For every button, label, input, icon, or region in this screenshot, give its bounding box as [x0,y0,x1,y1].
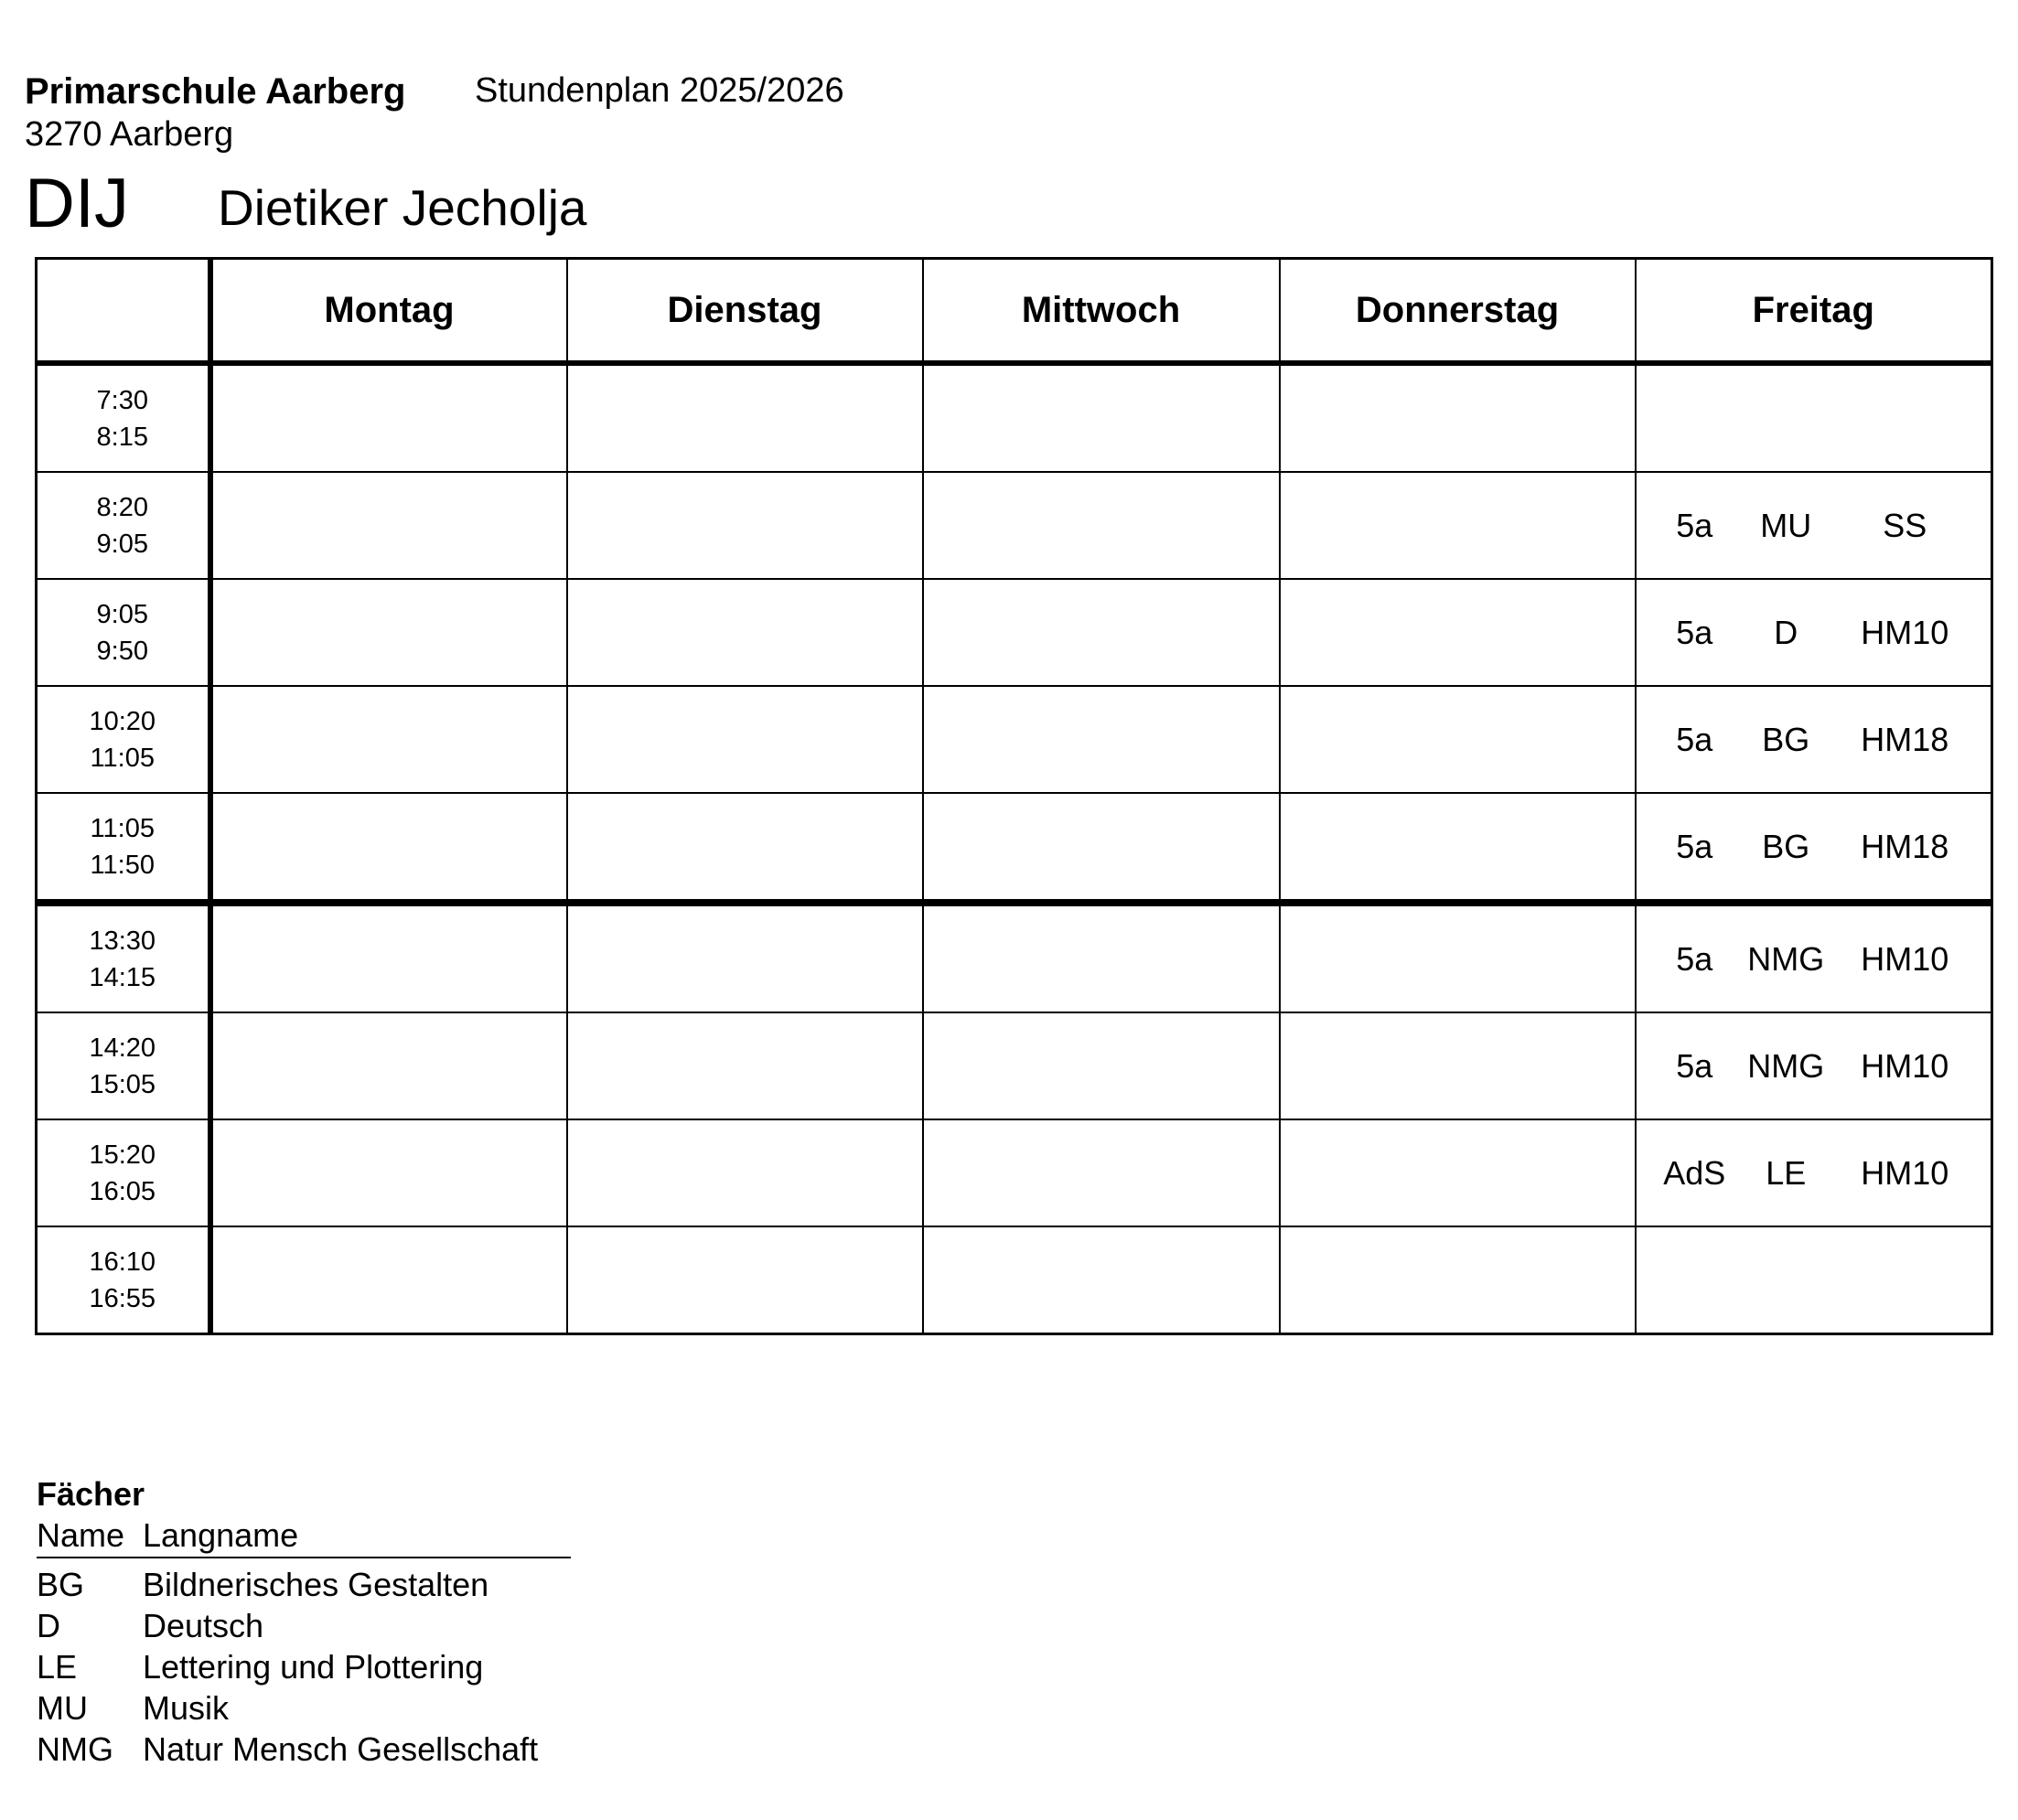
timetable [35,257,1993,1335]
lesson-cell [923,793,1280,903]
lesson-cell [1636,579,1992,686]
period-row [37,1012,1992,1119]
day-header: Mittwoch [923,259,1280,364]
period-row [37,363,1992,472]
lesson-cell [210,686,567,793]
day-header: Donnerstag [1280,259,1636,364]
period-start-time: 9:05 [96,599,148,629]
period-time [37,793,210,903]
lesson-class: 5a [1676,506,1713,544]
lesson-entry [1637,1047,1991,1086]
plan-title: Stundenplan 2025/2026 [475,71,844,110]
lesson-cell [923,363,1280,472]
lesson-subject: D [1774,613,1798,651]
lesson-cell [210,903,567,1012]
lesson-room: HM10 [1861,939,1949,978]
teacher-code: DIJ [25,165,129,242]
period-end-time: 16:55 [89,1283,156,1313]
period-row [37,1226,1992,1334]
lesson-cell [1636,1012,1992,1119]
lesson-class: 5a [1676,827,1713,865]
subject-legend [37,1515,571,1770]
lesson-subject: BG [1762,720,1810,758]
lesson-class: 5a [1676,939,1713,978]
lesson-subject: MU [1760,506,1812,544]
school-address: 3270 Aarberg [25,115,234,154]
lesson-cell [210,472,567,579]
period-end-time: 15:05 [89,1069,156,1099]
period-row [37,1119,1992,1226]
period-end-time: 14:15 [89,962,156,992]
lesson-class: 5a [1676,720,1713,758]
lesson-cell [1280,1012,1636,1119]
lesson-room: HM18 [1861,720,1949,758]
period-time [37,1012,210,1119]
lesson-cell [210,579,567,686]
lesson-cell [923,579,1280,686]
lesson-class: 5a [1676,613,1713,651]
subject-longname: Natur Mensch Gesellschaft [143,1729,539,1768]
lesson-room: SS [1883,506,1927,544]
lesson-cell [210,793,567,903]
lesson-room: HM10 [1861,1153,1949,1192]
legend-title: Fächer [37,1475,145,1513]
period-end-time: 11:05 [90,743,155,773]
lesson-cell [210,1119,567,1226]
period-row [37,686,1992,793]
period-start-time: 11:05 [90,813,155,843]
lesson-cell [1636,363,1992,472]
lesson-entry [1637,828,1991,866]
period-end-time: 8:15 [96,422,148,452]
period-row [37,903,1992,1012]
subject-longname: Deutsch [143,1606,264,1644]
period-start-time: 8:20 [96,492,148,522]
legend-row [37,1687,571,1729]
lesson-cell [923,1012,1280,1119]
school-name: Primarschule Aarberg [25,71,406,112]
period-start-time: 7:30 [96,385,148,415]
day-header: Freitag [1636,259,1992,364]
period-time [37,1119,210,1226]
period-start-time: 10:20 [89,706,156,736]
lesson-cell [567,1226,923,1334]
period-time [37,579,210,686]
period-time [37,903,210,1012]
lesson-subject: LE [1766,1153,1807,1192]
lesson-cell [210,1226,567,1334]
period-end-time: 9:50 [96,636,148,666]
lesson-cell [567,363,923,472]
period-start-time: 16:10 [89,1247,156,1277]
legend-row [37,1564,571,1605]
period-end-time: 9:05 [96,529,148,559]
lesson-cell [1280,1119,1636,1226]
lesson-cell [567,1012,923,1119]
period-time [37,472,210,579]
day-header: Montag [210,259,567,364]
subject-code: NMG [37,1729,113,1768]
lesson-cell [1636,1119,1992,1226]
period-time [37,686,210,793]
legend-rows [37,1564,571,1770]
subject-code: BG [37,1565,85,1603]
lesson-cell [923,1226,1280,1334]
lesson-room: HM18 [1861,827,1949,865]
lesson-cell [1280,472,1636,579]
lesson-cell [1636,472,1992,579]
legend-header [37,1515,571,1558]
lesson-cell [1280,793,1636,903]
lesson-cell [1636,903,1992,1012]
subject-code: D [37,1606,60,1644]
lesson-cell [567,686,923,793]
lesson-cell [1280,579,1636,686]
period-time [37,363,210,472]
lesson-cell [1280,363,1636,472]
period-end-time: 11:50 [90,850,155,880]
lesson-class: 5a [1676,1046,1713,1085]
lesson-cell [1636,1226,1992,1334]
subject-longname: Musik [143,1688,230,1727]
period-row [37,472,1992,579]
lesson-cell [210,363,567,472]
lesson-subject: BG [1762,827,1810,865]
legend-row [37,1605,571,1646]
lesson-cell [567,903,923,1012]
lesson-cell [210,1012,567,1119]
lesson-cell [567,579,923,686]
period-start-time: 14:20 [89,1033,156,1063]
lesson-room: HM10 [1861,1046,1949,1085]
timetable-body [37,363,1992,1334]
lesson-room: HM10 [1861,613,1949,651]
period-start-time: 15:20 [89,1140,156,1170]
lesson-class: AdS [1663,1153,1726,1192]
lesson-entry [1637,614,1991,652]
lesson-cell [923,472,1280,579]
subject-code: MU [37,1688,88,1727]
lesson-cell [923,686,1280,793]
subject-longname: Bildnerisches Gestalten [143,1565,489,1603]
lesson-entry [1637,1154,1991,1193]
period-end-time: 16:05 [89,1176,156,1206]
lesson-cell [567,472,923,579]
period-row [37,579,1992,686]
period-row [37,793,1992,903]
subject-longname: Lettering und Plottering [143,1647,484,1686]
period-time [37,1226,210,1334]
lesson-cell [1280,686,1636,793]
lesson-cell [1636,686,1992,793]
legend-col-name: Name [37,1516,125,1554]
legend-row [37,1646,571,1687]
lesson-cell [923,1119,1280,1226]
lesson-cell [567,1119,923,1226]
subject-code: LE [37,1647,78,1686]
legend-row [37,1729,571,1770]
lesson-subject: NMG [1747,939,1825,978]
legend-col-longname: Langname [143,1516,299,1554]
lesson-subject: NMG [1747,1046,1825,1085]
lesson-cell [1636,793,1992,903]
lesson-entry [1637,721,1991,759]
timetable-header-row [37,259,1992,364]
lesson-cell [567,793,923,903]
period-start-time: 13:30 [89,926,156,956]
teacher-name: Dietiker Jecholja [218,179,587,236]
day-header: Dienstag [567,259,923,364]
lesson-entry [1637,507,1991,545]
lesson-cell [923,903,1280,1012]
time-column-header [37,259,210,364]
lesson-entry [1637,940,1991,979]
lesson-cell [1280,903,1636,1012]
lesson-cell [1280,1226,1636,1334]
